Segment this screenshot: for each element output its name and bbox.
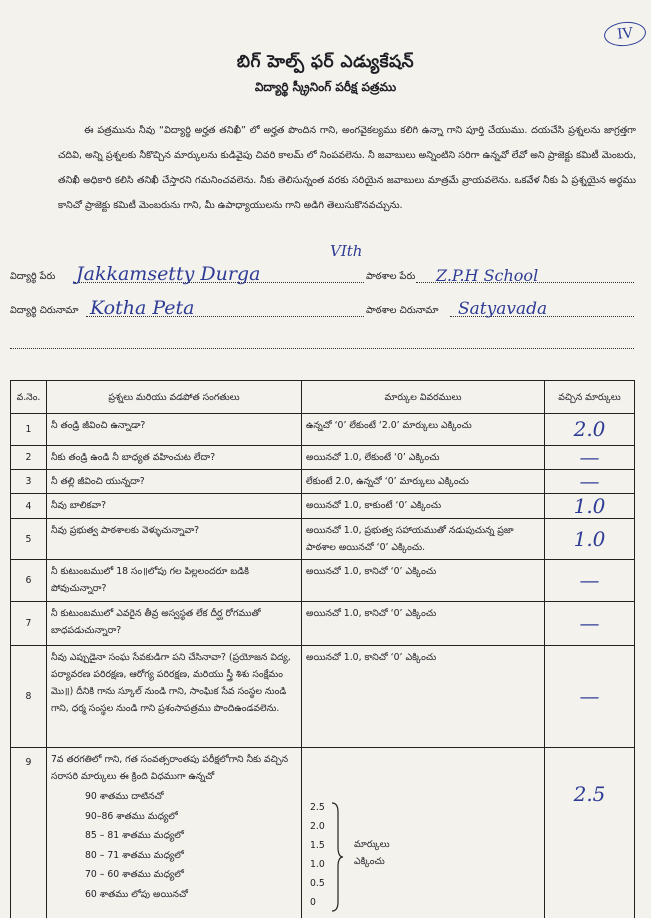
student-address-label: విద్యార్థి చిరునామా (10, 305, 79, 316)
marks-detail-text: అయినచో 1.0, కానిచో ‘0’ ఎక్కించు (302, 646, 545, 748)
question-text: నీ తల్లి జీవించి యున్నదా? (47, 470, 302, 494)
obtained-marks[interactable]: — (545, 646, 635, 748)
instructions-paragraph: ఈ పత్రమును నీవు “విద్యార్థి అర్హత తనిఖీ” లో అర్హత పొందిన గాని, అంగవైకల్యము కలిగి ఉన్నా గాని పూర్తి చేయుము. దయచేసి ప్రశ్నలను జాగ్రత్తగా చదివి, అన్ని ప్రశ్నలకు నీకొచ్చిన మార్కులను కుడివైపు చివరి కాలమ్ లో నింపవలెను. నీ జవాబులు అన్నింటిని సరిగా ఉన్నవో లేవో అని ప్రాజెక్టు కమిటీ మెంబరు, తనిఖీ అధికారి కలిసి తనిఖీ చేస్తారని గమనించవలెను. నీకు తెలిసున్నంత వరకు సరియైన జవాబులు మాత్రమే వ్రాయవలెను. ఒకవేళ నీకు ఏ ప్రశ్నయైన అర్థము కానిచో ప్రాజెక్టు కమిటీ మెంబరును గాని, మీ ఉపాధ్యాయులను గాని అడిగి తెలుసుకొనవచ్చును. (58, 125, 636, 211)
question-text: నీవు ఎప్పుడైనా సంఘ సేవకుడిగా పని చేసినావా? (ప్రయోజన విద్య, పర్యావరణ పరిరక్షణ, ఆరోగ్య పరిరక్షణ, మరియు స్త్రీ శిశు సంక్షేమం మొ॥) దీనికి గాను స్కూల్ నుండి గాని, సాంఘిక సేవ సంస్థల నుండి గాని, ధర్మ సంస్థల నుండి గాని ప్రశంసాపత్రము పొందిఉండవలెను. (47, 646, 302, 748)
obtained-marks[interactable]: — (545, 602, 635, 646)
address-continuation-line (10, 348, 634, 349)
grade-question: 7వ తరగతిలో గాని, గత సంవత్సరాంతపు పరీక్షలోగాని నీకు వచ్చిన సరాసరి మార్కులు ఈ క్రింది విధముగా ఉన్నచో (51, 754, 289, 782)
grade-range-item: 85 – 81 శాతము మధ్యలో (85, 830, 184, 841)
student-name-label: విద్యార్థి పేరు (10, 271, 56, 282)
marks-scale-cell (302, 748, 545, 918)
question-text: నీ కుటుంబములో 18 సం॥లోపు గల పిల్లలందరూ బడికి పోవుచున్నారా? (47, 560, 302, 602)
marks-detail-text: లేకుంటే 2.0, ఉన్నచో ‘0’ మార్కులు ఎక్కించు (302, 470, 545, 494)
question-text: నీ కుటుంబములో ఎవరైన తీవ్ర అస్వస్థత లేక దీర్ఘ రోగముతో బాధపడుచున్నారా? (47, 602, 302, 646)
table-row (11, 560, 635, 602)
grade-range-item: 60 శాతము లోపు అయినచో (85, 888, 188, 900)
student-name-value[interactable]: Jakkamsetty Durga (76, 263, 261, 285)
obtained-marks[interactable]: — (545, 560, 635, 602)
table-row (11, 494, 635, 519)
col-header-questions: ప్రశ్నలు మరియు వడపోత సంగతులు (47, 381, 302, 414)
obtained-marks[interactable]: — (545, 446, 635, 470)
grade-range-item: 90 శాతము దాటినచో (85, 791, 164, 802)
student-address-value[interactable]: Kotha Peta (90, 297, 195, 319)
question-text: నీ తండ్రి జీవించి ఉన్నాడా? (47, 414, 302, 446)
row-number: 1 (11, 414, 47, 446)
scale-note-line: ఎక్కించు (354, 856, 385, 867)
scale-value: 0.5 (310, 878, 325, 889)
table-header-row (11, 381, 635, 414)
obtained-marks[interactable]: 1.0 (545, 519, 635, 560)
address-fields-row (10, 297, 635, 320)
school-address-value[interactable]: Satyavada (458, 299, 548, 319)
table-row (11, 519, 635, 560)
form-subtitle: విద్యార్థి స్క్రీనింగ్ పరీక్ష పత్రము (254, 80, 397, 94)
marks-detail-text: అయినచో 1.0, కాకుంటే ‘0’ ఎక్కించు (302, 494, 545, 519)
marks-detail-text: అయినచో 1.0, కానిచో ‘0’ ఎక్కించు (302, 602, 545, 646)
table-row (11, 748, 635, 918)
row-number: 2 (11, 446, 47, 470)
col-header-serial: వ.నెం. (11, 381, 47, 414)
screening-questions-table (10, 380, 635, 918)
row-number: 3 (11, 470, 47, 494)
grade-range-item: 80 – 71 శాతము మధ్యలో (85, 849, 184, 861)
grade-range-item: 70 – 60 శాతము మధ్యలో (85, 869, 184, 880)
marks-detail-text: అయినచో 1.0, కానిచో ‘0’ ఎక్కించు (302, 560, 545, 602)
marks-detail-text: అయినచో 1.0, ప్రభుత్వ సహాయముతో నడుపుచున్న ప్రజా పాఠశాల అయినచో ‘0’ ఎక్కించు. (302, 519, 545, 560)
scale-note-line: మార్కులు (354, 839, 390, 850)
school-address-label: పాఠశాల చిరునామా (366, 305, 439, 316)
col-header-marks-obtained: వచ్చిన మార్కులు (545, 381, 635, 414)
obtained-marks[interactable]: 1.0 (545, 494, 635, 519)
school-name-value[interactable]: Z.P.H School (436, 266, 539, 285)
grade-range-list (51, 787, 297, 904)
school-name-label: పాఠశాల పేరు (366, 271, 416, 282)
class-note-handwritten: VIth (330, 242, 363, 260)
marks-detail-text: ఉన్నచో ‘0’ లేకుంటే ‘2.0’ మార్కులు ఎక్కించు (302, 414, 545, 446)
table-row (11, 646, 635, 748)
row-number: 5 (11, 519, 47, 560)
obtained-marks[interactable]: 2.0 (545, 414, 635, 446)
row-number: 8 (11, 646, 47, 748)
marks-scale-values (310, 798, 325, 912)
table-row (11, 602, 635, 646)
scale-note (354, 836, 390, 870)
row-number: 7 (11, 602, 47, 646)
table-row (11, 446, 635, 470)
table-row (11, 470, 635, 494)
obtained-marks[interactable]: — (545, 470, 635, 494)
scale-value: 2.0 (310, 821, 325, 832)
form-title: బిగ్ హెల్ప్ ఫర్ ఎడ్యుకేషన్ (236, 52, 415, 72)
name-fields-row (10, 263, 635, 286)
scale-value: 1.5 (310, 840, 325, 851)
col-header-marks-detail: మార్కుల వివరములు (302, 381, 545, 414)
question-text: నీకు తండ్రి ఉండి నీ బాధ్యత వహించుట లేదా? (47, 446, 302, 470)
row-number: 9 (11, 748, 47, 918)
question-text: నీవు బాలికవా? (47, 494, 302, 519)
marks-detail-text: అయినచో 1.0, లేకుంటే ‘0’ ఎక్కించు (302, 446, 545, 470)
scale-value: 0 (310, 897, 316, 908)
row-number: 6 (11, 560, 47, 602)
right-brace-icon (330, 802, 344, 912)
obtained-marks[interactable]: 2.5 (545, 748, 635, 918)
corner-number-mark: IV (603, 20, 647, 48)
scale-value: 2.5 (310, 802, 325, 813)
scale-value: 1.0 (310, 859, 325, 870)
grade-range-item: 90–86 శాతము మధ్యలో (85, 810, 178, 822)
row-number: 4 (11, 494, 47, 519)
question-text: నీవు ప్రభుత్వ పాఠశాలకు వెళ్ళుచున్నావా? (47, 519, 302, 560)
question-text (47, 748, 302, 918)
table-row (11, 414, 635, 446)
